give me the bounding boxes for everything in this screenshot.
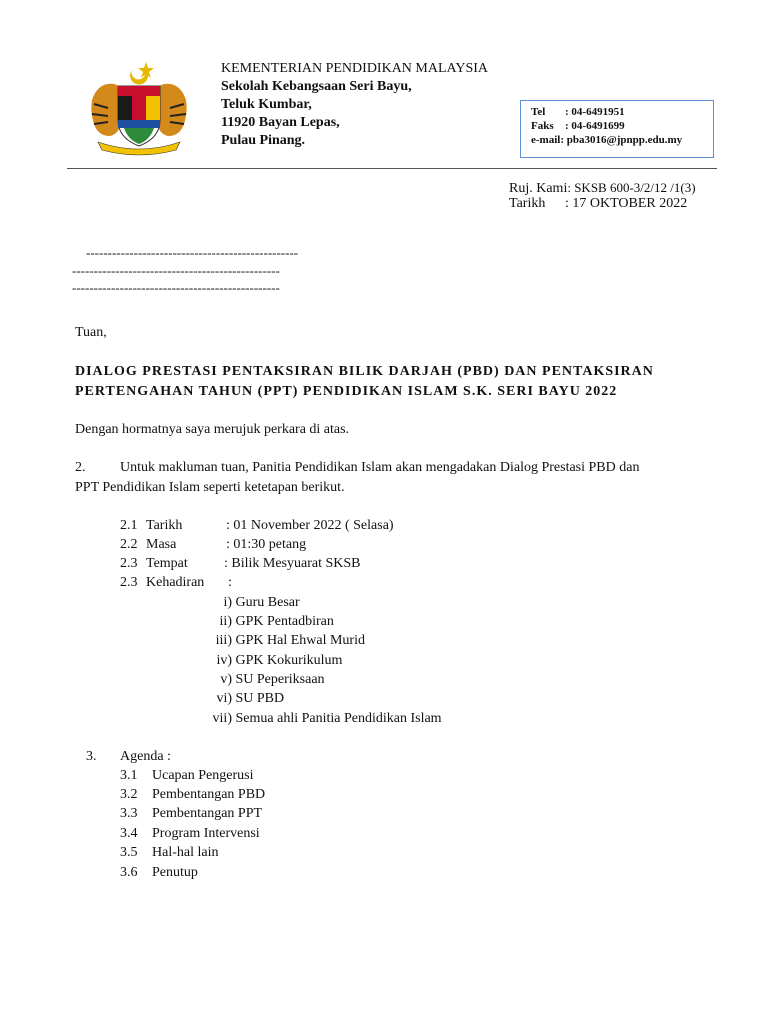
address-line-1: Teluk Kumbar, (221, 97, 312, 112)
recipient-line-3: ------------------------------------------------ (72, 280, 280, 295)
detail-item: 2.3 Tempat : Bilik Mesyuarat SKSB (120, 556, 361, 571)
attendee-item: vi) SU PBD (216, 691, 285, 706)
attendee-item: i) Guru Besar (223, 595, 300, 610)
subject-line-1: DIALOG PRESTASI PENTAKSIRAN BILIK DARJAH (PBD) DAN PENTAKSIRAN (75, 364, 654, 379)
agenda-number: 3. (86, 749, 97, 764)
date-label: Tarikh (509, 196, 546, 211)
recipient-line-2: ------------------------------------------------ (72, 263, 280, 278)
para2-line-1: Untuk makluman tuan, Panitia Pendidikan Islam akan mengadakan Dialog Prestasi PBD dan (120, 460, 640, 475)
attendee-item: iv) GPK Kokurikulum (216, 653, 343, 668)
salutation: Tuan, (75, 325, 107, 340)
agenda-item: 3.2 Pembentangan PBD (120, 787, 266, 802)
agenda-item: 3.3 Pembentangan PPT (120, 806, 263, 821)
ministry-name: KEMENTERIAN PENDIDIKAN MALAYSIA (221, 61, 489, 76)
fax-value: : 04-6491699 (565, 120, 625, 132)
email-value: : pba3016@jpnpp.edu.my (560, 134, 683, 146)
agenda-title: Agenda : (120, 749, 171, 764)
school-name: Sekolah Kebangsaan Seri Bayu, (221, 79, 412, 94)
fax-label: Faks (531, 120, 554, 132)
address-line-2: 11920 Bayan Lepas, (221, 115, 340, 130)
attendee-item: iii) GPK Hal Ehwal Murid (215, 633, 365, 648)
tel-label: Tel (531, 106, 546, 118)
contact-box (520, 100, 714, 158)
email-label: e-mail (531, 134, 561, 146)
para2-number: 2. (75, 460, 86, 475)
para2-line-2: PPT Pendidikan Islam seperti ketetapan berikut. (75, 480, 345, 495)
subject-line-2: PERTENGAHAN TAHUN (PPT) PENDIDIKAN ISLAM S.K. SERI BAYU 2022 (75, 384, 618, 399)
attendee-item: v) SU Peperiksaan (220, 672, 325, 687)
agenda-item: 3.4 Program Intervensi (120, 826, 260, 841)
malaysia-coat-of-arms-icon (84, 60, 194, 156)
address-line-3: Pulau Pinang. (221, 133, 306, 148)
detail-item: 2.2 Masa : 01:30 petang (120, 537, 307, 552)
agenda-item: 3.5 Hal-hal lain (120, 845, 219, 860)
intro-paragraph: Dengan hormatnya saya merujuk perkara di atas. (75, 422, 350, 437)
date-value: : 17 OKTOBER 2022 (565, 196, 688, 211)
date-line (509, 196, 687, 212)
detail-item: 2.1 Tarikh : 01 November 2022 ( Selasa) (120, 518, 394, 533)
attendee-item: vii) Semua ahli Panitia Pendidikan Islam (212, 711, 442, 726)
ref-value: : SKSB 600-3/2/12 /1(3) (567, 180, 696, 195)
attendee-item: ii) GPK Pentadbiran (219, 614, 334, 629)
agenda-item: 3.6 Penutup (120, 865, 198, 880)
recipient-line-1: ------------------------------------------------- (86, 245, 299, 260)
agenda-item: 3.1 Ucapan Pengerusi (120, 768, 254, 783)
detail-item: 2.3 Kehadiran : (120, 575, 232, 590)
header-divider (67, 168, 717, 169)
ref-label: Ruj. Kami (509, 181, 568, 196)
tel-value: : 04-6491951 (565, 106, 625, 118)
reference-line (509, 180, 696, 197)
